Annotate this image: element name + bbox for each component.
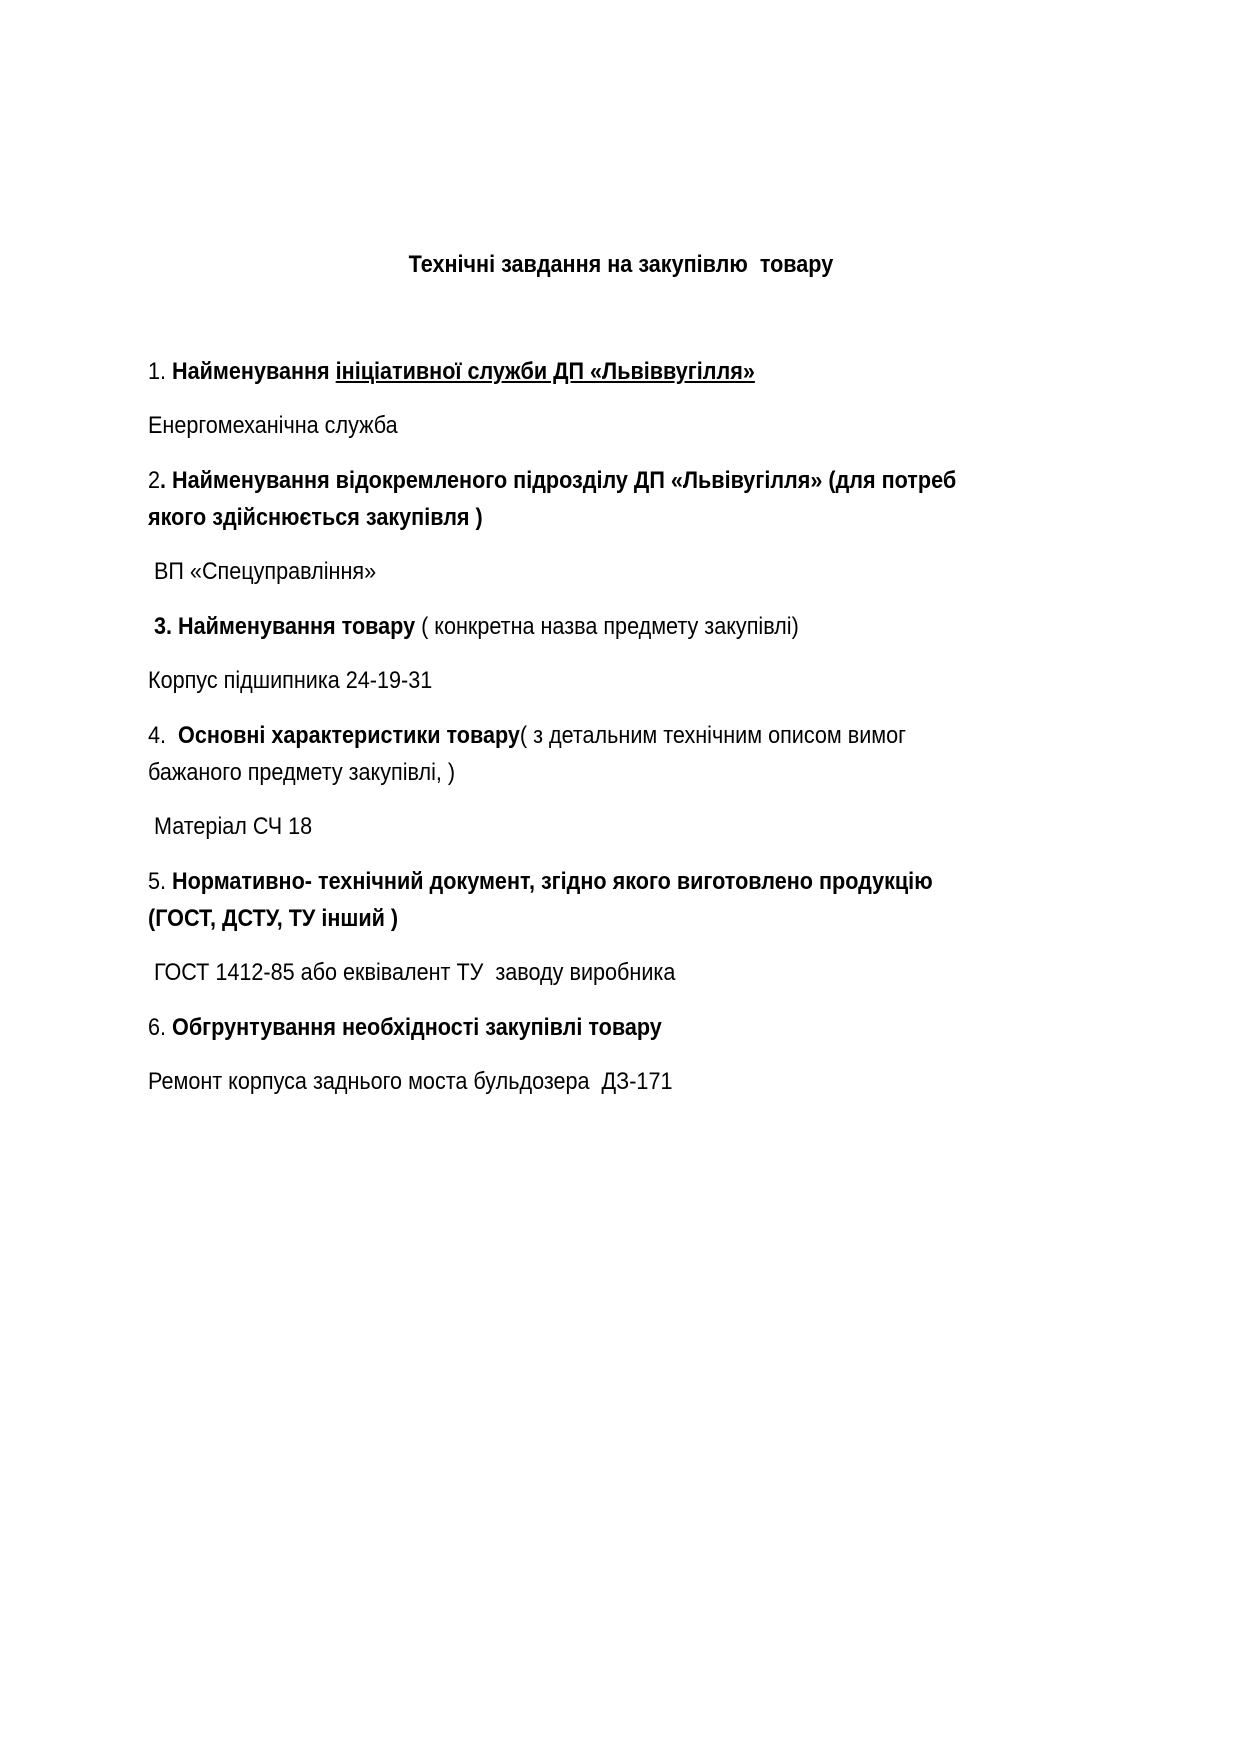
section-3-heading-note: ( конкретна назва предмету закупівлі): [415, 613, 799, 640]
section-4-heading-line-2: бажаного предмету закупівлі, ): [148, 759, 456, 786]
section-5-heading-text: Нормативно- технічний документ, згідно якого виготовлено продукцію: [166, 868, 933, 895]
section-6-heading-bold: Обгрунтування необхідності закупівлі товару: [166, 1014, 662, 1041]
section-1-heading-bold: Найменування: [166, 358, 336, 385]
section-6-number: 6.: [148, 1014, 167, 1041]
section-2-number: 2: [148, 467, 161, 494]
document-title-text: Технічні завдання на закупівлю товару: [408, 251, 833, 278]
section-4-number: 4.: [148, 722, 179, 749]
section-2-heading-line-2: якого здійснюється закупівля ): [148, 504, 483, 531]
section-4-answer: Матеріал СЧ 18: [154, 813, 313, 840]
section-5-answer: ГОСТ 1412-85 або еквівалент ТУ заводу виробника: [154, 959, 676, 986]
section-3-answer: Корпус підшипника 24-19-31: [148, 667, 433, 694]
section-1-heading-underlined: ініціативної служби ДП «Львіввугілля»: [335, 358, 755, 385]
section-1-heading: [148, 357, 755, 387]
section-2-heading-line-1: [148, 466, 956, 496]
section-1-number: 1.: [148, 358, 167, 385]
section-6-heading: [148, 1013, 662, 1043]
document-title: [0, 250, 1241, 280]
section-3-heading: [154, 612, 799, 642]
section-2-answer: ВП «Спецуправління»: [154, 558, 377, 585]
section-3-heading-bold: 3. Найменування товару: [154, 613, 416, 640]
section-5-number: 5.: [148, 868, 167, 895]
section-4-heading-note: ( з детальним технічним описом вимог: [519, 722, 907, 749]
section-4-heading-bold: Основні характеристики товару: [178, 722, 520, 749]
section-6-answer: Ремонт корпуса заднього моста бульдозера ДЗ-171: [148, 1068, 673, 1095]
section-1-answer: Енергомеханічна служба: [148, 412, 398, 439]
section-5-heading-line-2: (ГОСТ, ДСТУ, ТУ інший ): [148, 905, 399, 932]
section-5-heading-line-1: [148, 867, 933, 897]
section-4-heading-line-1: [148, 721, 906, 751]
section-2-heading-text: . Найменування відокремленого підрозділу ДП «Львівугілля» (для потреб: [160, 467, 957, 494]
